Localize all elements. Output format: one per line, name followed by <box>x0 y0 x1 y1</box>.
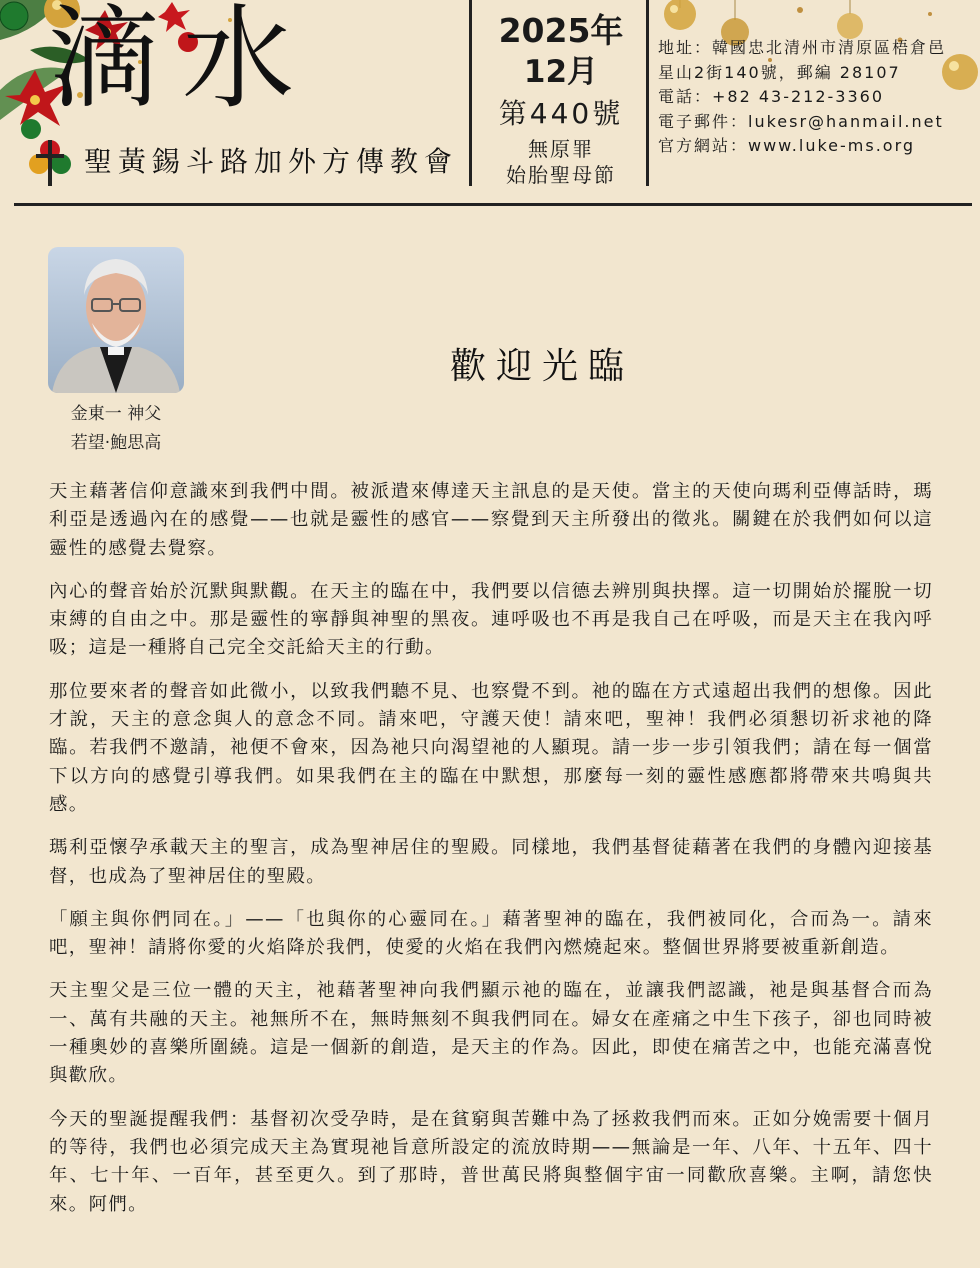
article-paragraph: 那位要來者的聲音如此微小，以致我們聽不見、也察覺不到。祂的臨在方式遠超出我們的想像。因此才說，天主的意念與人的意念不同。請來吧，守護天使！請來吧，聖神！我們必須懇切祈求祂的降臨。若我們不邀請，祂便不會來，因為祂只向渴望祂的人顯現。請一步一步引領我們；請在每一個當下以方向的感覺引導我們。如果我們在主的臨在中默想，那麼每一刻的靈性感應都將帶來共鳴與共感。 <box>49 680 933 815</box>
issue-number: 第440號 <box>498 97 624 130</box>
issue-year: 2025年 <box>498 11 624 50</box>
organization-name: 聖黃錫斗路加外方傳教會 <box>84 145 459 178</box>
article-paragraph: 瑪利亞懷孕承載天主的聖言，成為聖神居住的聖殿。同樣地，我們基督徒藉著在我們的身體內迎接基督，也成為了聖神居住的聖殿。 <box>49 837 933 887</box>
article-paragraph: 今天的聖誕提醒我們：基督初次受孕時，是在貧窮與苦難中為了拯救我們而來。正如分娩需要十個月的等待，我們也必須完成天主為實現祂旨意所設定的流放時期——無論是一年、八年、十五年、四十年、七十年、一百年，甚至更久。到了那時，普世萬民將與整個宇宙一同歡欣喜樂。主啊，請您快來。阿們。 <box>49 1108 933 1215</box>
author-name: 金東一 神父 <box>70 404 162 424</box>
society-logo-icon <box>26 136 74 186</box>
article-paragraph: 內心的聲音始於沉默與默觀。在天主的臨在中，我們要以信德去辨別與抉擇。這一切開始於擺脫一切束縛的自由之中。那是靈性的寧靜與神聖的黑夜。連呼吸也不再是我自己在呼吸，而是天主在我內呼吸；這是一種將自己完全交託給天主的行動。 <box>49 580 933 659</box>
feast-name-line1: 無原罪 <box>528 137 594 161</box>
article-paragraph: 「願主與你們同在。」——「也與你的心靈同在。」藉著聖神的臨在，我們被同化，合而為一。請來吧，聖神！請將你愛的火焰降於我們，使愛的火焰在我們內燃燒起來。整個世界將要被重新創造。 <box>49 908 933 959</box>
article-paragraph: 天主藉著信仰意識來到我們中間。被派遣來傳達天主訊息的是天使。當主的天使向瑪利亞傳話時，瑪利亞是透過內在的感覺——也就是靈性的感官——察覺到天主所發出的徵兆。關鍵在於我們如何以這靈性的感覺去覺察。 <box>49 481 933 559</box>
contact-info <box>658 36 946 159</box>
address-line-1: 地址：韓國忠北清州市清原區梧倉邑 <box>658 38 947 57</box>
article-title: 歡迎光臨 <box>449 346 634 387</box>
address-line-2: 星山2街140號，郵編 28107 <box>658 62 901 82</box>
phone-number: 電話：+82 43-212-3360 <box>658 87 885 106</box>
author-saint-name: 若望·鮑思高 <box>70 433 162 453</box>
author-caption <box>48 400 184 458</box>
header-rule <box>14 203 972 206</box>
article-paragraph: 天主聖父是三位一體的天主，祂藉著聖神向我們顯示祂的臨在，並讓我們認識，祂是與基督合而為一、萬有共融的天主。祂無所不在，無時無刻不與我們同在。婦女在產痛之中生下孩子，卻也同時被一種奧妙的喜樂所圍繞。這是一個新的創造，是天主的作為。因此，即使在痛苦之中，也能充滿喜悅與歡欣。 <box>49 980 933 1087</box>
header-divider <box>646 0 649 186</box>
article-body <box>49 478 933 1234</box>
issue-info <box>476 10 646 188</box>
feast-name-line2: 始胎聖母節 <box>506 163 616 187</box>
website-link[interactable]: 官方網站：www.luke-ms.org <box>658 136 916 155</box>
newsletter-title: 滴水 <box>48 0 316 124</box>
header-divider <box>469 0 472 186</box>
issue-month: 12月 <box>523 54 599 90</box>
email-address[interactable]: 電子郵件：lukesr@hanmail.net <box>658 111 944 131</box>
masthead <box>0 0 980 205</box>
